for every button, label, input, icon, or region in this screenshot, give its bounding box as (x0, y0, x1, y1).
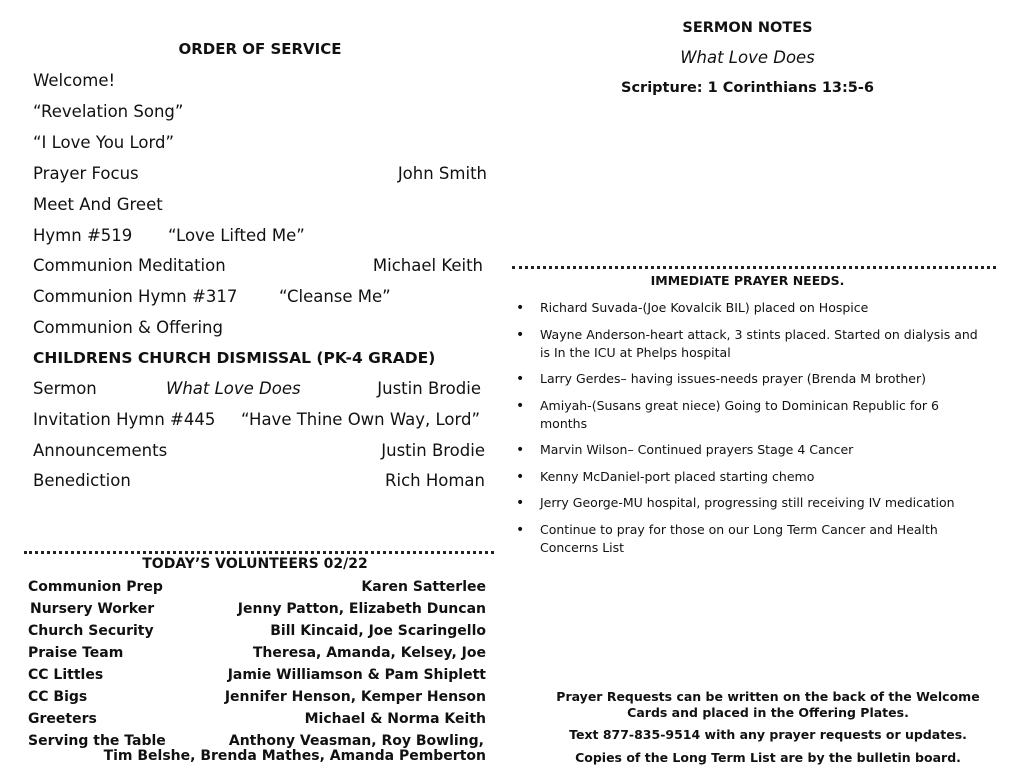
service-item-childrens-church-dismissal (33, 347, 487, 369)
volunteer-role: CC Littles (28, 667, 104, 683)
prayer-request-note: Prayer Requests can be written on the back of the Welcome Cards and placed in the Offering Plates. (556, 689, 980, 720)
service-item-label: Prayer Focus (33, 164, 139, 183)
service-item-label: Sermon (33, 379, 97, 398)
prayer-need-item: • Marvin Wilson– Continued prayers Stage 4 Cancer (540, 441, 980, 459)
service-item-leader: John Smith (397, 164, 487, 183)
service-item-label: Invitation Hymn #445 (33, 410, 216, 429)
service-item-benediction (33, 470, 487, 492)
service-item-communion-hymn-317 (33, 286, 487, 308)
sermon-notes-subtitle: What Love Does (680, 48, 815, 67)
prayer-need-item: • Richard Suvada-(Joe Kovalcik BIL) placed on Hospice (540, 299, 980, 317)
sermon-scripture: Scripture: 1 Corinthians 13:5-6 (621, 80, 874, 96)
volunteer-names: Jenny Patton, Elizabeth Duncan (237, 601, 486, 617)
volunteer-role: CC Bigs (28, 689, 88, 705)
service-item-prayer-focus (33, 163, 487, 185)
service-item-communion-offering (33, 317, 487, 339)
volunteer-names: Theresa, Amanda, Kelsey, Joe (252, 645, 486, 661)
service-item-leader: Michael Keith (372, 256, 483, 275)
service-item-leader: Justin Brodie (381, 441, 485, 460)
volunteer-names: Tim Belshe, Brenda Mathes, Amanda Pemberton (103, 748, 486, 764)
order-of-service-title: ORDER OF SERVICE (178, 40, 342, 58)
volunteer-role: Church Security (28, 623, 154, 639)
prayer-need-item: • Kenny McDaniel-port placed starting chemo (540, 468, 980, 486)
volunteer-role: Serving the Table (28, 733, 166, 749)
prayer-needs-divider (512, 266, 996, 269)
service-item-label: “Revelation Song” (33, 102, 184, 121)
volunteer-names: Bill Kincaid, Joe Scaringello (270, 623, 486, 639)
service-item-meet-and-greet (33, 194, 487, 216)
service-item-song-title: “Love Lifted Me” (168, 226, 305, 245)
service-item-label: Announcements (33, 441, 168, 460)
volunteers-title: TODAY’S VOLUNTEERS 02/22 (142, 556, 368, 572)
volunteer-names: Anthony Veasman, Roy Bowling, (228, 733, 484, 749)
service-item-song-title: “Have Thine Own Way, Lord” (241, 410, 481, 429)
volunteer-role: Communion Prep (28, 579, 163, 595)
service-item-i-love-you-lord (33, 132, 487, 154)
prayer-need-item: • Wayne Anderson-heart attack, 3 stints placed. Started on dialysis and is In the ICU at Phelps hospital (540, 326, 980, 362)
service-item-label: Meet And Greet (33, 195, 163, 214)
service-item-invitation-hymn-445 (33, 409, 487, 431)
prayer-needs-list (540, 299, 980, 565)
service-item-label: Communion Meditation (33, 256, 226, 275)
service-item-revelation-song (33, 101, 487, 123)
text-prayer-line-note: Text 877-835-9514 with any prayer requests or updates. (569, 727, 967, 742)
volunteer-row (28, 665, 486, 685)
volunteer-row (28, 599, 486, 619)
volunteer-role: Nursery Worker (30, 601, 155, 617)
sermon-notes-title: SERMON NOTES (682, 20, 813, 36)
service-item-leader: Justin Brodie (377, 379, 481, 398)
service-item-song-title: “Cleanse Me” (279, 287, 391, 306)
volunteer-row (28, 621, 486, 641)
prayer-need-item: • Jerry George-MU hospital, progressing still receiving IV medication (540, 494, 980, 512)
volunteer-names: Karen Satterlee (361, 579, 486, 595)
prayer-need-item: • Larry Gerdes– having issues-needs prayer (Brenda M brother) (540, 370, 980, 388)
service-item-sermon-title: What Love Does (166, 379, 301, 398)
volunteers-divider (24, 551, 494, 554)
volunteer-row (28, 643, 486, 663)
service-item-label: Hymn #519 (33, 226, 133, 245)
prayer-need-item: • Amiyah-(Susans great niece) Going to Dominican Republic for 6 months (540, 397, 980, 433)
service-item-label: Communion Hymn #317 (33, 287, 238, 306)
volunteer-role: Praise Team (28, 645, 124, 661)
volunteer-row (28, 577, 486, 597)
volunteer-names: Jamie Williamson & Pam Shiplett (227, 667, 486, 683)
volunteer-row (28, 687, 486, 707)
volunteer-row-continued (28, 746, 486, 766)
service-item-label: Welcome! (33, 71, 116, 90)
long-term-list-note: Copies of the Long Term List are by the bulletin board. (575, 750, 961, 765)
volunteer-role: Greeters (28, 711, 97, 727)
service-item-leader: Rich Homan (385, 471, 485, 490)
service-item-communion-meditation (33, 255, 487, 277)
prayer-need-item: • Continue to pray for those on our Long Term Cancer and Health Concerns List (540, 521, 980, 557)
volunteer-names: Michael & Norma Keith (304, 711, 486, 727)
service-item-label: Communion & Offering (33, 318, 223, 337)
service-item-label: CHILDRENS CHURCH DISMISSAL (PK-4 GRADE) (33, 349, 436, 367)
service-item-announcements (33, 440, 487, 462)
service-item-hymn-519 (33, 225, 487, 247)
volunteer-names: Jennifer Henson, Kemper Henson (224, 689, 486, 705)
service-item-sermon (33, 378, 487, 400)
prayer-needs-title: IMMEDIATE PRAYER NEEDS. (650, 273, 845, 288)
service-item-label: “I Love You Lord” (33, 133, 175, 152)
service-item-label: Benediction (33, 471, 131, 490)
service-item-welcome (33, 70, 487, 92)
volunteer-row (28, 709, 486, 729)
